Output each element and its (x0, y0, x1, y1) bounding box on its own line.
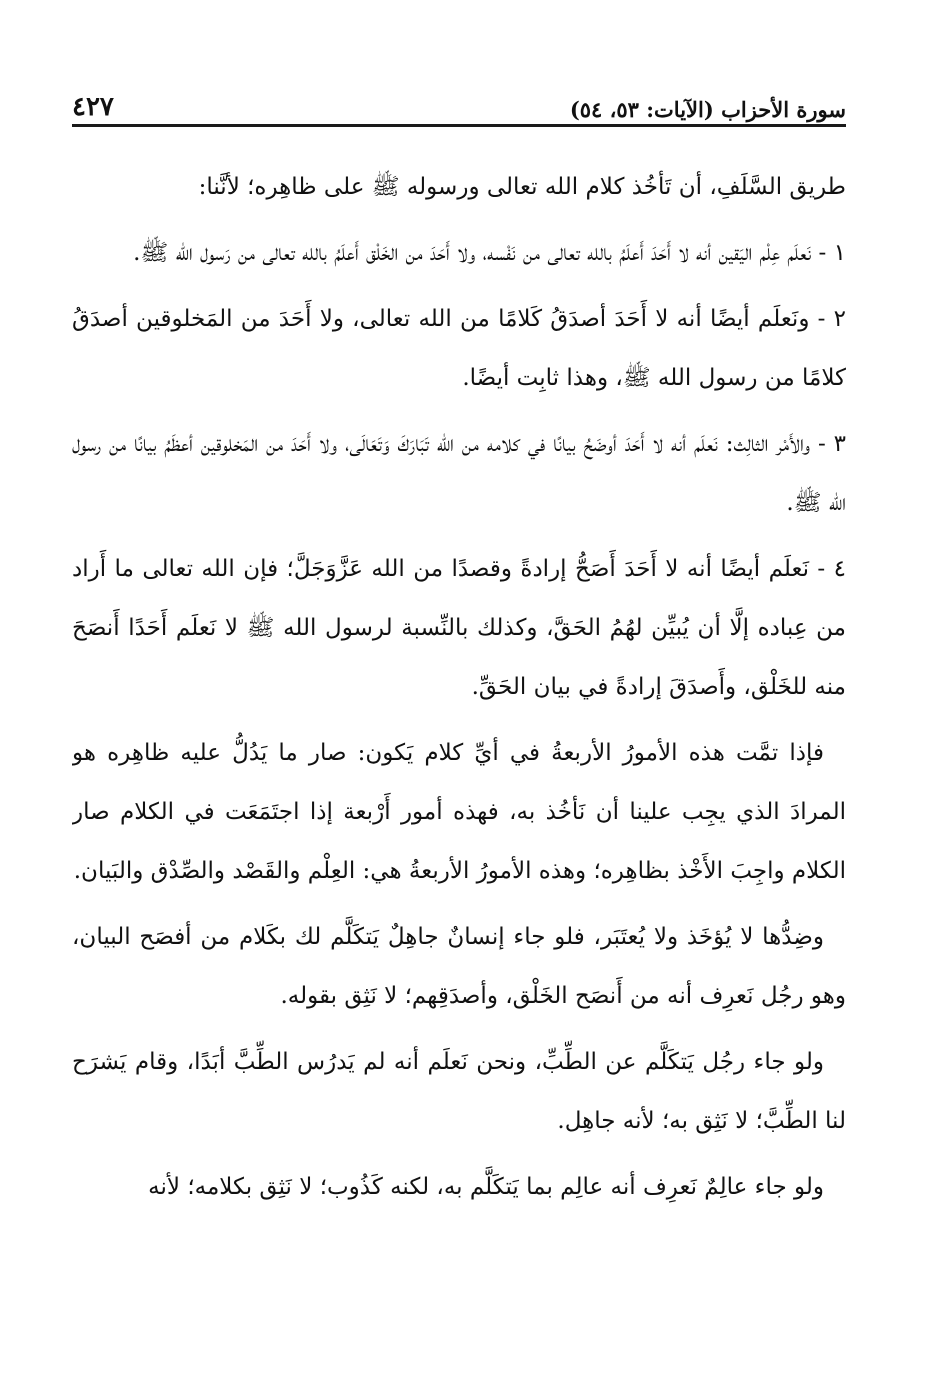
paragraph-point-1: ١ - نَعلَم عِلْم اليَقين أنه لا أَحَدَ أَعلَمُ بالله تعالى من نَفْسه، ولا أَحَدَ من الخَلْق أَعلَمُ بالله تعالى من رَسول الله ﷺ. (133, 240, 846, 266)
page-number: ٤٢٧ (72, 92, 114, 122)
paragraph-conclusion: فإذا تمَّت هذه الأمورُ الأربعةُ في أيِّ كلام يَكون: صار ما يَدُلُّ عليه ظاهِره هو المرادَ الذي يجِب علينا أن نَأخُذ به، فهذه أمور أَرْبعة إذا اجتَمَعَت في الكلام صار الكلام واجِبَ الأَخْذ بظاهِره؛ وهذه الأمورُ الأربعةُ هي: العِلْم والقَصْد والصِّدْق والبَيان. (72, 740, 846, 884)
paragraph-point-3: ٣ - والأَمْر الثالِث: نَعلَم أنه لا أَحَدَ أوضَحُ بيانًا في كلامه من الله تَبَارَكَ وَتَعَالَى، ولا أَحَدَ من المَخلوقين أعظَمُ بيانًا من رسول الله ﷺ. (72, 431, 846, 516)
paragraph-opposite: وضِدُّها لا يُؤخَذ ولا يُعتَبَر، فلو جاء إنسانٌ جاهِلٌ يَتكَلَّم لك بكَلام من أفصَح البيان، وهو رجُل نَعرِف أنه من أَنصَح الخَلْق، وأصدَقِهم؛ لا نَثِق بقوله. (72, 924, 846, 1009)
paragraph-medicine-example: ولو جاء رجُل يَتكَلَّم عن الطِّبِّ، ونحن نَعلَم أنه لم يَدرُس الطِّبَّ أبَدًا، وقام يَشرَح لنا الطِّبَّ؛ لا نَثِق به؛ لأنه جاهِل. (72, 1049, 846, 1134)
paragraph-point-4: ٤ - نَعلَم أيضًا أنه لا أَحَدَ أَصَحُّ إرادةً وقصدًا من الله عَزَّوَجَلَّ؛ فإن الله تعالى ما أَراد من عِباده إلَّا أن يُبيِّن لهُمُ الحَقَّ، وكذلك بالنِّسبة لرسول الله ﷺ لا نَعلَم أَحَدًا أَنصَحَ منه للخَلْق، وأَصدَقَ إرادةً في بيان الحَقِّ. (72, 556, 846, 700)
page-header (72, 78, 846, 122)
paragraph-point-2: ٢ - ونَعلَم أيضًا أنه لا أَحَدَ أصدَقُ كَلامًا من الله تعالى، ولا أَحَدَ من المَخلوقين أصدَقُ كلامًا من رسول الله ﷺ، وهذا ثابِت أيضًا. (72, 306, 846, 391)
header-rule (72, 124, 846, 127)
page-body (72, 158, 846, 1308)
paragraph-intro: طريق السَّلَفِ، أن تَأخُذ كلام الله تعالى ورسوله ﷺ على ظاهِره؛ لأنَّنا: (198, 174, 846, 200)
surah-title: سورة الأحزاب (الآيات: ٥٣، ٥٤) (569, 97, 846, 122)
paragraph-liar-example: ولو جاء عالِمٌ نَعرِف أنه عالِم بما يَتكَلَّم به، لكنه كَذُوب؛ لا نَثِق بكلامه؛ لأنه (148, 1174, 824, 1200)
